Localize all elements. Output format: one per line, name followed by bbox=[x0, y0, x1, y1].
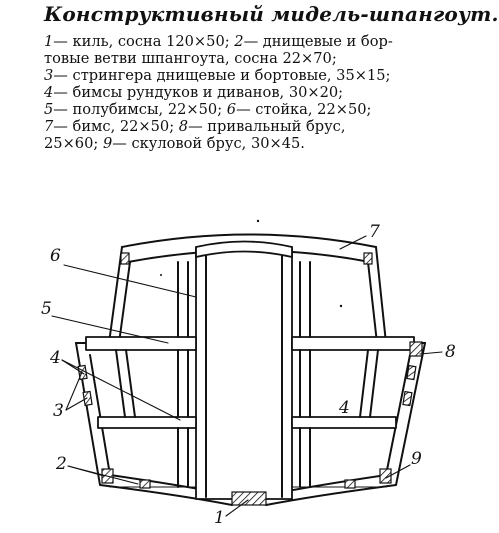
stringer-left-2 bbox=[83, 391, 92, 405]
legend-text: — бимсы рундуков и диванов, 30×20; bbox=[53, 84, 344, 101]
stringer-right-1 bbox=[407, 366, 416, 380]
legend-text: — полубимсы, 22×50; bbox=[53, 101, 227, 118]
half-beam-left bbox=[86, 337, 196, 350]
legend-number: 5 bbox=[44, 101, 54, 118]
leader-4a-2 bbox=[62, 360, 180, 420]
cabin-side-right-inner bbox=[368, 262, 377, 343]
legend-text: товые ветви шпангоута, сосна 22×70; bbox=[44, 50, 337, 67]
legend-number: 4 bbox=[44, 84, 54, 101]
keel bbox=[232, 492, 266, 505]
legend-text: — днищевые и бор- bbox=[243, 33, 393, 50]
berth-beam-left bbox=[98, 417, 196, 428]
leader-7 bbox=[340, 236, 366, 249]
label-4-center: 4 bbox=[339, 398, 350, 418]
leader-3b bbox=[66, 398, 87, 410]
stringer-deck-left bbox=[121, 253, 129, 264]
label-7: 7 bbox=[369, 222, 380, 242]
legend-number: 9 bbox=[102, 135, 113, 152]
half-beam-right bbox=[292, 337, 414, 350]
stringer-bottom-right bbox=[345, 480, 355, 488]
legend-text: 25×60; bbox=[44, 135, 103, 152]
legend-number: 3 bbox=[44, 67, 54, 84]
scan-dot bbox=[160, 274, 162, 276]
legend-text: — стойка, 22×50; bbox=[236, 101, 372, 118]
legend-number: 6 bbox=[226, 101, 237, 118]
legend-text: — стрингера днищевые и бортовые, 35×15; bbox=[53, 67, 391, 84]
stanchion-block bbox=[196, 247, 292, 499]
caption-title: Конструктивный мидель-шпангоут. bbox=[44, 2, 499, 26]
label-3: 3 bbox=[53, 401, 64, 421]
leader-3a bbox=[66, 372, 82, 410]
cabin-side-right-outer bbox=[376, 247, 386, 343]
vertical-right-2 bbox=[370, 350, 378, 417]
label-5: 5 bbox=[41, 299, 52, 319]
stringer-bottom-left bbox=[140, 480, 150, 488]
label-2: 2 bbox=[56, 454, 67, 474]
vertical-left-2 bbox=[126, 350, 135, 417]
legend-number: 8 bbox=[178, 118, 189, 135]
legend-text: — привальный брус, bbox=[188, 118, 346, 135]
legend-number: 7 bbox=[44, 118, 54, 135]
legend-number: 1 bbox=[44, 33, 54, 50]
label-4-left: 4 bbox=[50, 348, 61, 368]
label-1: 1 bbox=[214, 508, 225, 528]
stringer-right-2 bbox=[403, 392, 412, 406]
stringer-deck-right bbox=[364, 253, 372, 264]
legend-text: — скуловой брус, 30×45. bbox=[112, 135, 305, 152]
scan-dot bbox=[340, 305, 342, 307]
leader-6 bbox=[64, 265, 196, 297]
central-stanchion bbox=[196, 242, 292, 500]
label-6: 6 bbox=[50, 246, 61, 266]
legend-text: — бимс, 22×50; bbox=[53, 118, 179, 135]
scan-dot bbox=[257, 220, 259, 222]
vertical-left-1 bbox=[116, 350, 125, 417]
legend-number: 2 bbox=[234, 33, 244, 50]
berth-beam-right bbox=[292, 417, 396, 428]
vertical-right-1 bbox=[360, 350, 368, 417]
label-9: 9 bbox=[411, 449, 422, 469]
cabin-side-left-inner bbox=[119, 262, 130, 343]
label-8: 8 bbox=[445, 342, 456, 362]
legend-text: — киль, сосна 120×50; bbox=[53, 33, 235, 50]
